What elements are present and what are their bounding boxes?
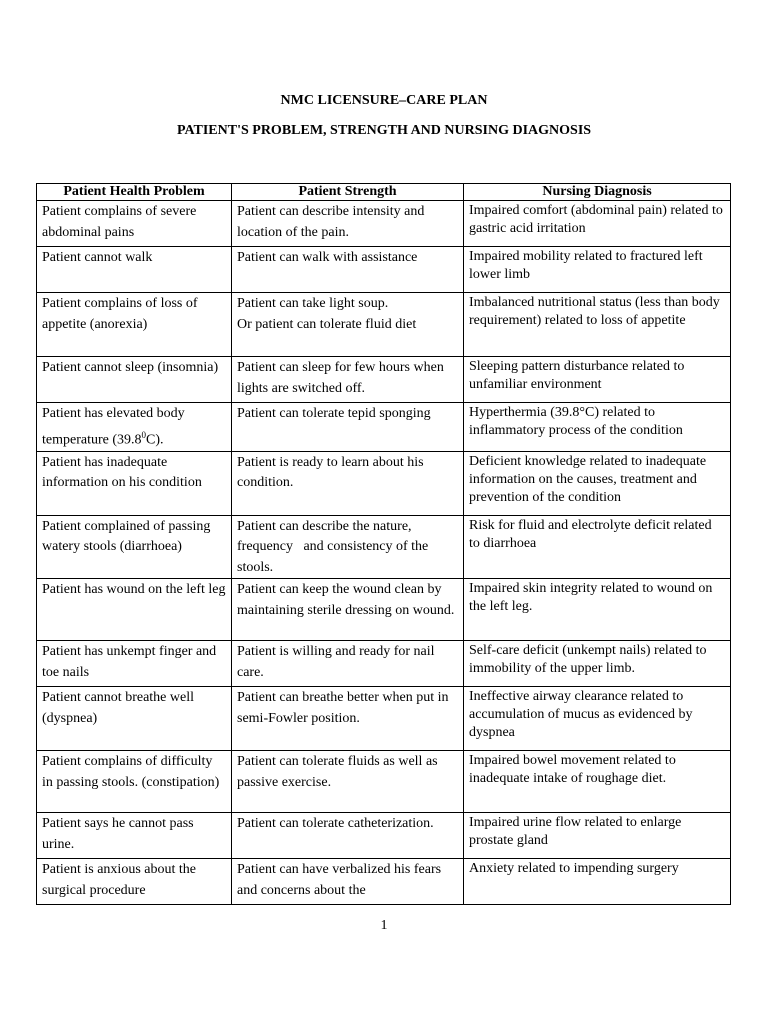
table-row [37,403,731,452]
table-row [37,515,731,579]
problem-cell: Patient cannot sleep (insomnia) [37,357,232,403]
diagnosis-cell: Ineffective airway clearance related to accumulation of mucus as evidenced by dyspnea [464,687,731,751]
strength-cell: Patient is ready to learn about his condition. [232,451,464,515]
problem-cell: Patient complains of difficulty in passing stools. (constipation) [37,751,232,813]
diagnosis-cell: Anxiety related to impending surgery [464,859,731,905]
strength-cell: Patient can breathe better when put in semi-Fowler position. [232,687,464,751]
table-row [37,451,731,515]
strength-cell: Patient can tolerate fluids as well as passive exercise. [232,751,464,813]
table-row [37,293,731,357]
table-row [37,751,731,813]
table-row [37,859,731,905]
problem-cell: Patient is anxious about the surgical procedure [37,859,232,905]
table-row [37,813,731,859]
diagnosis-cell: Self-care deficit (unkempt nails) related to immobility of the upper limb. [464,641,731,687]
diagnosis-cell: Impaired skin integrity related to wound on the left leg. [464,579,731,641]
problem-cell: Patient complained of passing watery stools (diarrhoea) [37,515,232,579]
table-row [37,687,731,751]
table-row [37,247,731,293]
diagnosis-cell: Imbalanced nutritional status (less than body requirement) related to loss of appetite [464,293,731,357]
strength-cell: Patient can keep the wound clean by maintaining sterile dressing on wound. [232,579,464,641]
degree-superscript: 0 [141,429,147,440]
problem-cell: Patient complains of severe abdominal pains [37,201,232,247]
diagnosis-cell: Deficient knowledge related to inadequate information on the causes, treatment and prevention of the condition [464,451,731,515]
strength-cell: Patient can tolerate catheterization. [232,813,464,859]
problem-text-tail: C). [146,432,164,448]
strength-cell: Patient can describe the nature, frequency and consistency of the stools. [232,515,464,579]
diagnosis-cell: Hyperthermia (39.8°C) related to inflammatory process of the condition [464,403,731,452]
diagnosis-cell: Impaired urine flow related to enlarge prostate gland [464,813,731,859]
document-subtitle: PATIENT'S PROBLEM, STRENGTH AND NURSING DIAGNOSIS [176,123,592,138]
page-number: 1 [380,918,388,933]
strength-cell: Patient can tolerate tepid sponging [232,403,464,452]
diagnosis-cell: Impaired mobility related to fractured left lower limb [464,247,731,293]
table-row [37,579,731,641]
table-row [37,641,731,687]
diagnosis-cell: Impaired comfort (abdominal pain) related to gastric acid irritation [464,201,731,247]
strength-cell: Patient can describe intensity and location of the pain. [232,201,464,247]
strength-cell: Patient can have verbalized his fears and concerns about the [232,859,464,905]
care-plan-table [36,183,731,905]
problem-cell: Patient has unkempt finger and toe nails [37,641,232,687]
table-header-row [37,184,731,201]
problem-cell: Patient says he cannot pass urine. [37,813,232,859]
problem-cell: Patient complains of loss of appetite (anorexia) [37,293,232,357]
problem-text: Patient has elevated body temperature (39.8 [42,406,185,448]
header-patient-health-problem: Patient Health Problem [37,184,232,201]
diagnosis-cell: Sleeping pattern disturbance related to unfamiliar environment [464,357,731,403]
diagnosis-cell: Impaired bowel movement related to inadequate intake of roughage diet. [464,751,731,813]
problem-cell: Patient has wound on the left leg [37,579,232,641]
diagnosis-cell: Risk for fluid and electrolyte deficit related to diarrhoea [464,515,731,579]
problem-cell: Patient cannot breathe well (dyspnea) [37,687,232,751]
table-row [37,357,731,403]
strength-cell: Patient is willing and ready for nail care. [232,641,464,687]
document-title: NMC LICENSURE–CARE PLAN [280,93,488,108]
strength-cell: Patient can sleep for few hours when lights are switched off. [232,357,464,403]
problem-cell: Patient has inadequate information on his condition [37,451,232,515]
strength-cell: Patient can take light soup. Or patient can tolerate fluid diet [232,293,464,357]
problem-cell [37,403,232,452]
problem-cell: Patient cannot walk [37,247,232,293]
table-row [37,201,731,247]
strength-cell: Patient can walk with assistance [232,247,464,293]
header-patient-strength: Patient Strength [232,184,464,201]
header-nursing-diagnosis: Nursing Diagnosis [464,184,731,201]
